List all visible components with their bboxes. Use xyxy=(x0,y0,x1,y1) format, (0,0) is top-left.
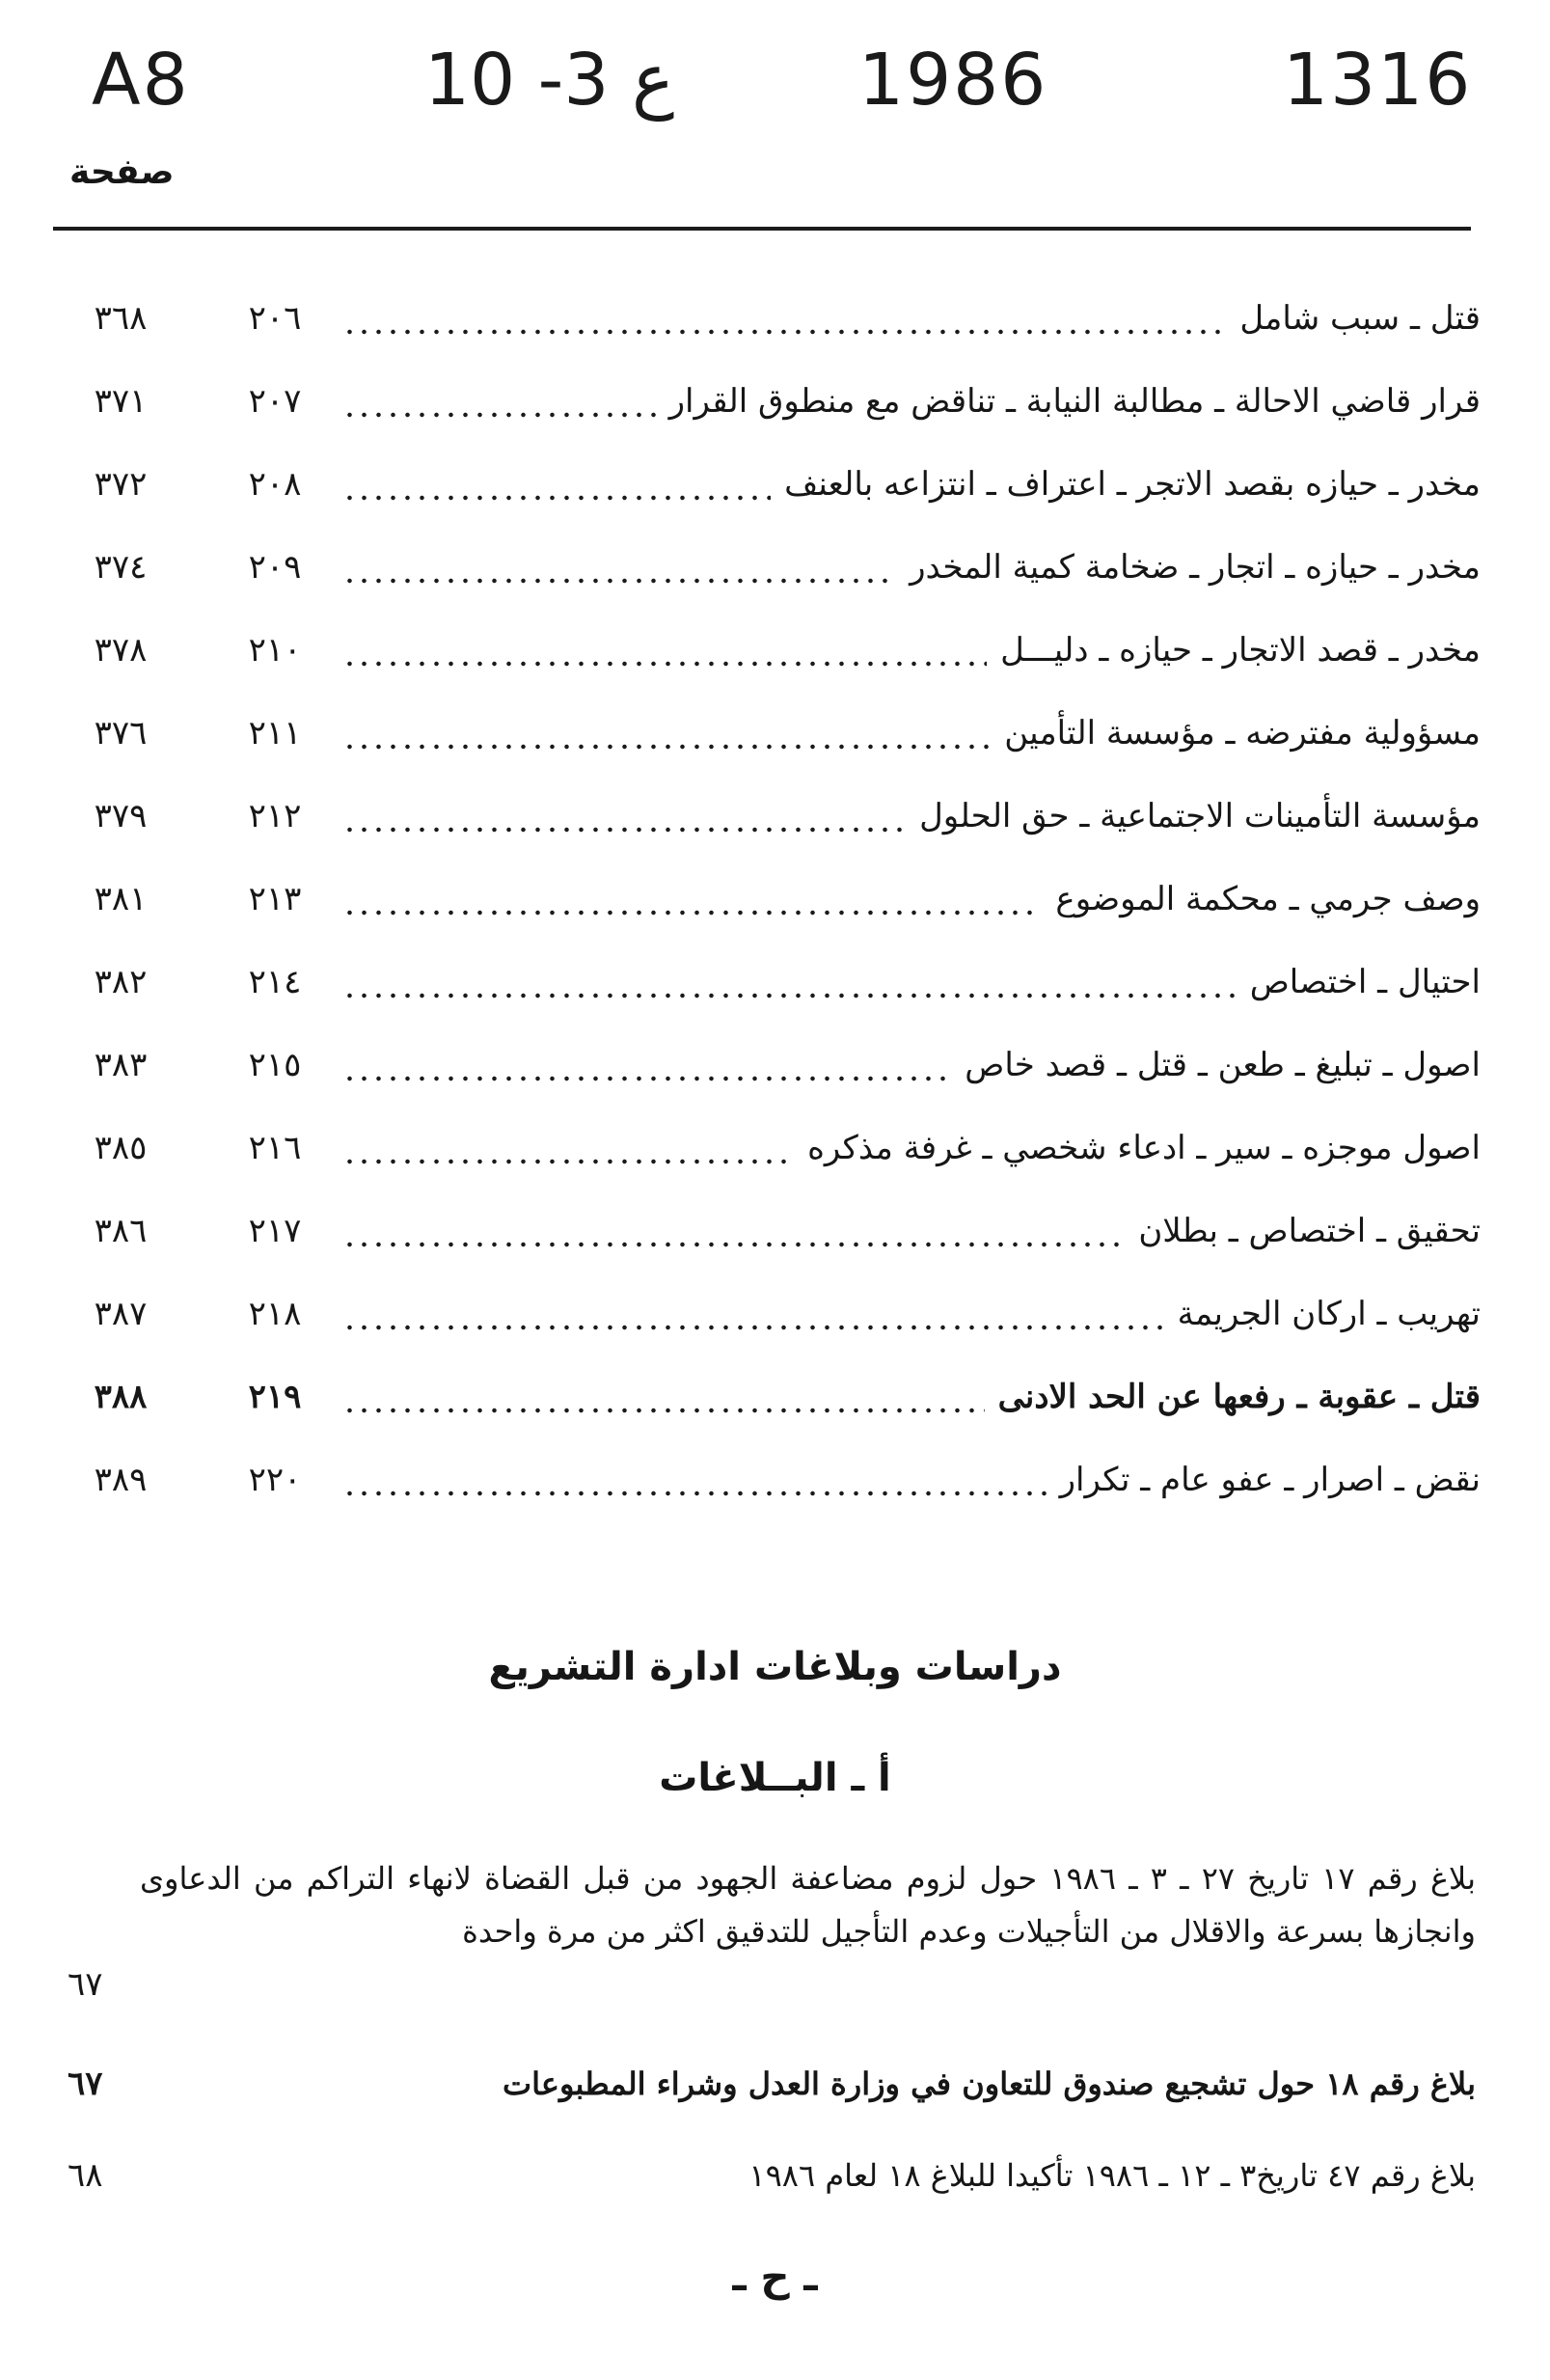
leader-dots xyxy=(342,1242,1125,1247)
index-row-number: ٢١٦ xyxy=(248,1129,302,1167)
index-row xyxy=(68,704,1481,762)
handwritten-note-2: 10 -3 ع xyxy=(424,39,675,122)
handwritten-note-1: A8 xyxy=(92,39,190,122)
header-rule xyxy=(53,227,1471,231)
index-row-number: ٢١٥ xyxy=(248,1046,302,1084)
leader-dots xyxy=(342,910,1042,916)
handwritten-note-4: 1316 xyxy=(1283,39,1473,122)
index-row-page: ٣٦٨ xyxy=(94,299,148,338)
leader-dots xyxy=(342,1159,794,1164)
index-row xyxy=(68,1285,1481,1343)
index-row xyxy=(68,538,1481,596)
leader-dots xyxy=(342,744,991,750)
index-row-title: اصول موجزه ـ سير ـ ادعاء شخصي ـ غرفة مذكره xyxy=(807,1129,1481,1167)
index-row xyxy=(68,621,1481,679)
handwritten-note-3: 1986 xyxy=(858,39,1048,122)
index-row xyxy=(68,787,1481,845)
index-row-title: مخدر ـ قصد الاتجار ـ حيازه ـ دليـــل xyxy=(1000,631,1481,670)
index-row-page: ٣٧٦ xyxy=(94,714,148,752)
index-row-number: ٢١٨ xyxy=(248,1295,302,1333)
index-row xyxy=(68,372,1481,430)
index-row xyxy=(68,1368,1481,1426)
page-footer-letter: ـ ح ـ xyxy=(732,2253,818,2300)
bulletin-page: ٦٧ xyxy=(68,2065,103,2103)
index-row-page: ٣٨٢ xyxy=(94,963,148,1001)
index-row-number: ٢١٩ xyxy=(248,1378,302,1416)
index-row-page: ٣٨٥ xyxy=(94,1129,148,1167)
index-row-title: قرار قاضي الاحالة ـ مطالبة النيابة ـ تناقض مع منطوق القرار xyxy=(668,382,1481,421)
bulletin-text: بلاغ رقم ٤٧ تاريخ٣ ـ ١٢ ـ ١٩٨٦ تأكيدا للبلاغ ١٨ لعام ١٩٨٦ xyxy=(748,2157,1476,2194)
page-column-label: صفحة xyxy=(69,152,175,192)
index-row-number: ٢٢٠ xyxy=(248,1461,302,1499)
leader-dots xyxy=(342,412,656,418)
bulletin-text: بلاغ رقم ١٨ حول تشجيع صندوق للتعاون في وزارة العدل وشراء المطبوعات xyxy=(503,2065,1476,2102)
index-row-number: ٢١٠ xyxy=(248,631,302,670)
index-row-number: ٢٠٧ xyxy=(248,382,302,421)
index-row xyxy=(68,455,1481,513)
index-row-title: تحقيق ـ اختصاص ـ بطلان xyxy=(1138,1212,1481,1250)
index-row-page: ٣٨٨ xyxy=(94,1378,148,1416)
index-row-number: ٢١٢ xyxy=(248,797,302,835)
index-row-title: مسؤولية مفترضه ـ مؤسسة التأمين xyxy=(1004,714,1481,752)
index-row-number: ٢٠٩ xyxy=(248,548,302,587)
leader-dots xyxy=(342,329,1226,335)
index-row-number: ٢١٤ xyxy=(248,963,302,1001)
leader-dots xyxy=(342,1491,1047,1496)
index-row-page: ٣٧٢ xyxy=(94,465,148,504)
index-row-title: قتل ـ عقوبة ـ رفعها عن الحد الادنى xyxy=(997,1378,1481,1416)
leader-dots xyxy=(342,661,987,667)
leader-dots xyxy=(342,1408,985,1413)
leader-dots xyxy=(342,827,906,833)
index-row-page: ٣٨٦ xyxy=(94,1212,148,1250)
index-row-title: احتيال ـ اختصاص xyxy=(1249,963,1481,1001)
index-row xyxy=(68,1451,1481,1509)
index-row-number: ٢١٣ xyxy=(248,880,302,918)
index-row xyxy=(68,1036,1481,1094)
index-row xyxy=(68,870,1481,928)
index-row xyxy=(68,289,1481,347)
subsection-title: أ ـ البــلاغات xyxy=(659,1756,891,1800)
index-row-page: ٣٧٤ xyxy=(94,548,148,587)
leader-dots xyxy=(342,1076,951,1081)
index-row-page: ٣٨١ xyxy=(94,880,148,918)
leader-dots xyxy=(342,495,771,501)
index-row-page: ٣٨٣ xyxy=(94,1046,148,1084)
index-row-number: ٢١٧ xyxy=(248,1212,302,1250)
index-row-title: مخدر ـ حيازه بقصد الاتجر ـ اعتراف ـ انتزاعه بالعنف xyxy=(784,465,1481,504)
index-row-title: مخدر ـ حيازه ـ اتجار ـ ضخامة كمية المخدر xyxy=(910,548,1481,587)
index-row-number: ٢٠٦ xyxy=(248,299,302,338)
index-row-page: ٣٧٩ xyxy=(94,797,148,835)
index-row xyxy=(68,953,1481,1011)
index-row-title: وصف جرمي ـ محكمة الموضوع xyxy=(1055,880,1481,918)
index-row-page: ٣٨٧ xyxy=(94,1295,148,1333)
index-row-page: ٣٧١ xyxy=(94,382,148,421)
index-row-title: اصول ـ تبليغ ـ طعن ـ قتل ـ قصد خاص xyxy=(965,1046,1481,1084)
bulletin-text: بلاغ رقم ١٧ تاريخ ٢٧ ـ ٣ ـ ١٩٨٦ حول لزوم مضاعفة الجهود من قبل القضاة لانهاء التراكم من الدعاوى وانجازها بسرعة والاقلال من التأجيلات وعدم التأجيل للتدقيق اكثر من مرة واحدة xyxy=(140,1860,1477,1950)
index-row-number: ٢٠٨ xyxy=(248,465,302,504)
index-row-page: ٣٧٨ xyxy=(94,631,148,670)
leader-dots xyxy=(342,578,896,584)
bulletin-page: ٦٧ xyxy=(68,1965,103,2004)
index-row-number: ٢١١ xyxy=(248,714,302,752)
index-row-page: ٣٨٩ xyxy=(94,1461,148,1499)
index-row xyxy=(68,1202,1481,1260)
index-row xyxy=(68,1119,1481,1177)
bulletin-page: ٦٨ xyxy=(68,2156,103,2195)
index-row-title: مؤسسة التأمينات الاجتماعية ـ حق الحلول xyxy=(919,797,1481,835)
leader-dots xyxy=(342,1325,1164,1330)
section-title: دراسات وبلاغات ادارة التشريع xyxy=(488,1645,1062,1689)
index-row-title: تهريب ـ اركان الجريمة xyxy=(1177,1295,1481,1333)
index-row-title: قتل ـ سبب شامل xyxy=(1239,299,1481,338)
leader-dots xyxy=(342,993,1237,999)
index-row-title: نقض ـ اصرار ـ عفو عام ـ تكرار xyxy=(1059,1461,1481,1499)
